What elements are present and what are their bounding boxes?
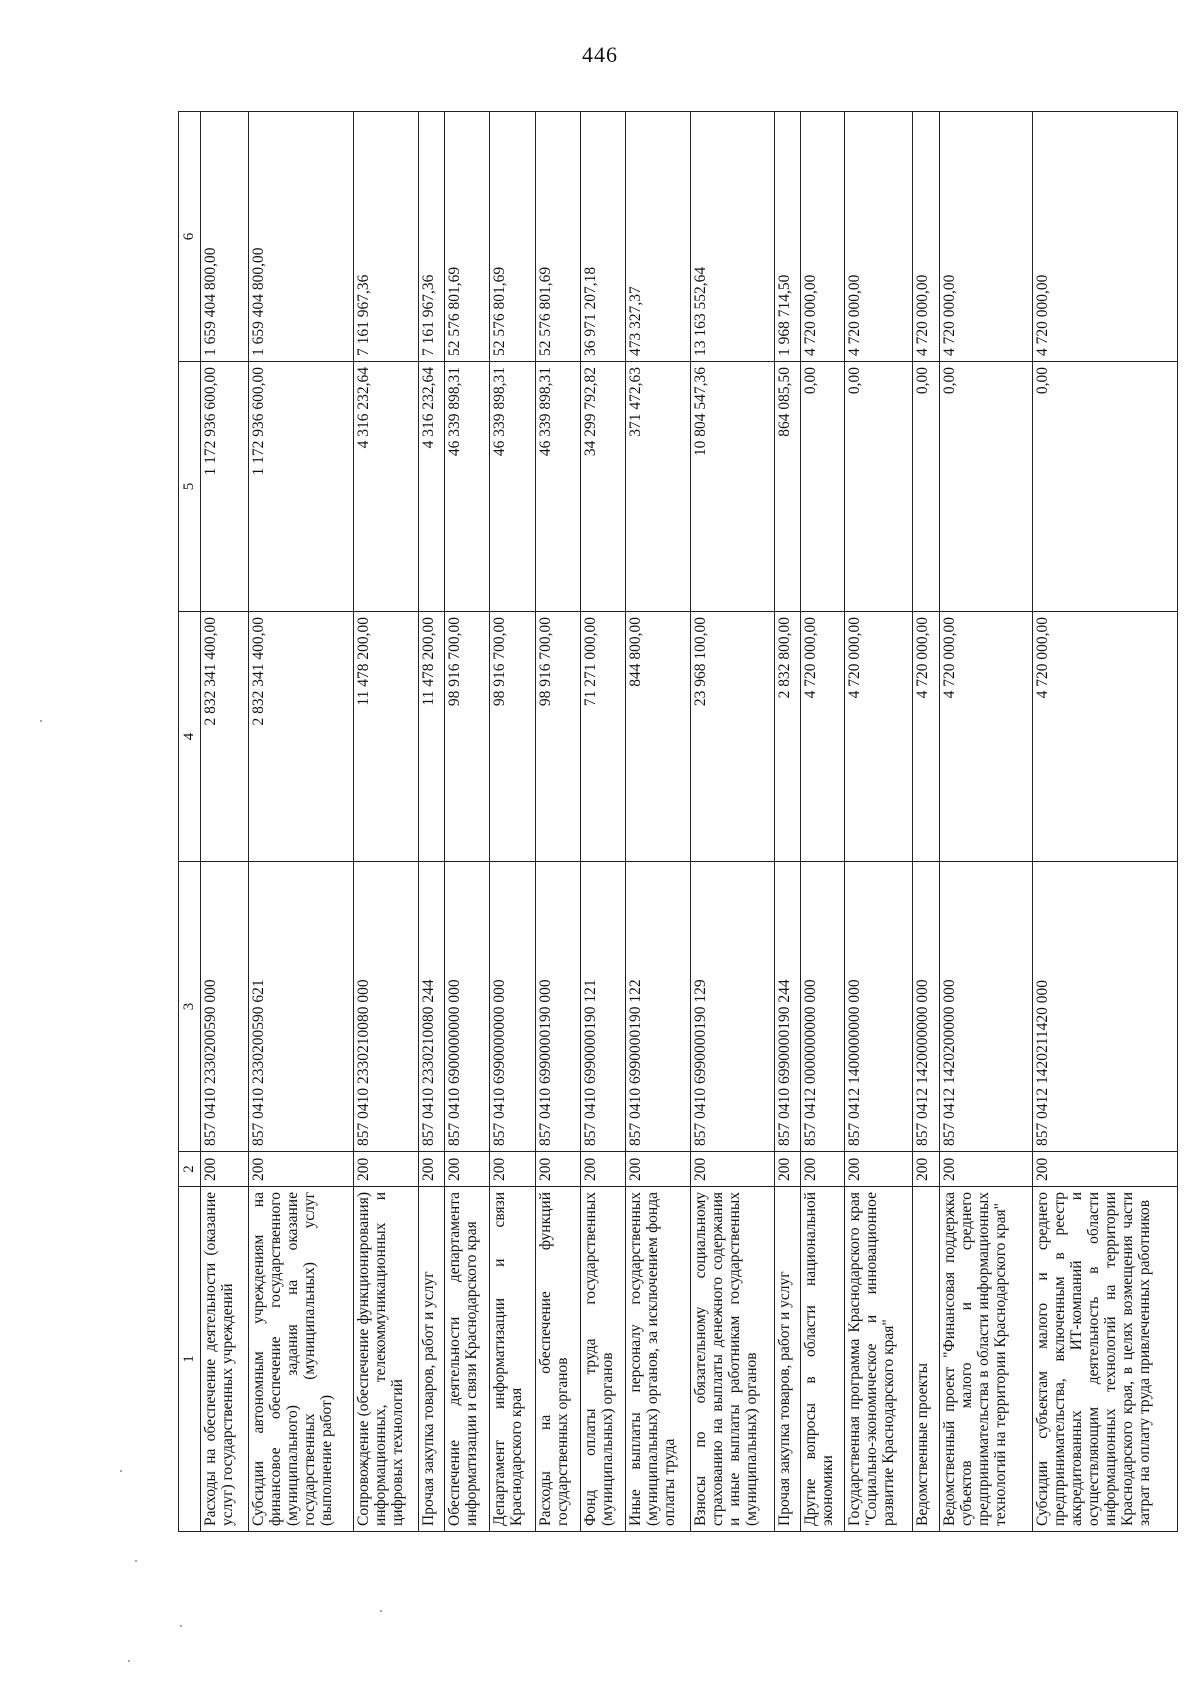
row-code-cell: 857 0410 6990000190 000 (535, 862, 580, 1152)
table-row (419, 112, 445, 1532)
header-col-3: 3 (179, 862, 201, 1152)
row-col4-cell: 11 478 200,00 (353, 612, 419, 862)
row-group-cell: 200 (775, 1152, 801, 1187)
scan-speck (120, 1470, 122, 1472)
row-code-cell: 857 0410 6990000190 122 (626, 862, 690, 1152)
row-name-cell: Обеспечение деятельности департамента информатизации и связи Краснодарского края (445, 1187, 490, 1532)
row-code-cell: 857 0410 6990000190 129 (690, 862, 775, 1152)
row-code-cell: 857 0410 6990000190 121 (581, 862, 626, 1152)
row-name-cell: Субсидии субъектам малого и среднего предпринимательства, включенным в реестр аккредитованных ИТ-компаний и осуществляющим деятельность в области информационных технологий на территории Краснодарского края, в целях возмещения части затрат на оплату труда привлеченных работников (1032, 1187, 1177, 1532)
row-col4-cell: 98 916 700,00 (490, 612, 535, 862)
row-col5-cell: 4 316 232,64 (353, 362, 419, 612)
row-name-cell: Департамент информатизации и связи Краснодарского края (490, 1187, 535, 1532)
table-row (775, 112, 801, 1532)
row-col5-cell: 0,00 (845, 362, 913, 612)
row-group-cell: 200 (490, 1152, 535, 1187)
row-code-cell: 857 0412 1420200000 000 (939, 862, 1032, 1152)
row-name-cell: Субсидии автономным учреждениям на финансовое обеспечение государственного (муниципального) задания на оказание государственных (муниципальных) услуг (выполнение работ) (248, 1187, 353, 1532)
row-code-cell: 857 0410 2330200590 000 (201, 862, 249, 1152)
row-col6-cell: 4 720 000,00 (913, 112, 939, 362)
row-col6-cell: 13 163 552,64 (690, 112, 775, 362)
row-code-cell: 857 0412 1420211420 000 (1032, 862, 1177, 1152)
row-col6-cell: 1 968 714,50 (775, 112, 801, 362)
row-col4-cell: 4 720 000,00 (845, 612, 913, 862)
row-group-cell: 200 (419, 1152, 445, 1187)
row-group-cell: 200 (248, 1152, 353, 1187)
table-row (690, 112, 775, 1532)
row-col4-cell: 71 271 000,00 (581, 612, 626, 862)
row-group-cell: 200 (626, 1152, 690, 1187)
row-code-cell: 857 0410 2330210080 000 (353, 862, 419, 1152)
row-col4-cell: 4 720 000,00 (1032, 612, 1177, 862)
row-col5-cell: 46 339 898,31 (535, 362, 580, 612)
row-col5-cell: 0,00 (801, 362, 845, 612)
table-body (201, 112, 1178, 1532)
row-col5-cell: 0,00 (913, 362, 939, 612)
row-col5-cell: 371 472,63 (626, 362, 690, 612)
row-name-cell: Расходы на обеспечение функций государственных органов (535, 1187, 580, 1532)
row-col6-cell: 52 576 801,69 (535, 112, 580, 362)
header-col-4: 4 (179, 612, 201, 862)
row-group-cell: 200 (353, 1152, 419, 1187)
row-col5-cell: 34 299 792,82 (581, 362, 626, 612)
table-row (581, 112, 626, 1532)
row-col6-cell: 1 659 404 800,00 (201, 112, 249, 362)
row-name-cell: Взносы по обязательному социальному страхованию на выплаты денежного содержания и иные выплаты работникам государственных (муниципальных) органов (690, 1187, 775, 1532)
row-name-cell: Фонд оплаты труда государственных (муниципальных) органов (581, 1187, 626, 1532)
row-name-cell: Ведомственный проект "Финансовая поддержка субъектов малого и среднего предпринимательства в области информационных технологий на территории Краснодарского края" (939, 1187, 1032, 1532)
row-col5-cell: 0,00 (1032, 362, 1177, 612)
row-col4-cell: 844 800,00 (626, 612, 690, 862)
row-col5-cell: 1 172 936 600,00 (201, 362, 249, 612)
table-row (845, 112, 913, 1532)
table-row (913, 112, 939, 1532)
row-group-cell: 200 (445, 1152, 490, 1187)
row-col4-cell: 2 832 800,00 (775, 612, 801, 862)
budget-table (178, 111, 1178, 1532)
scan-speck (180, 1625, 182, 1627)
scan-speck (135, 1560, 137, 1562)
header-col-2: 2 (179, 1152, 201, 1187)
row-col6-cell: 4 720 000,00 (1032, 112, 1177, 362)
row-col6-cell: 52 576 801,69 (445, 112, 490, 362)
scan-speck (128, 1660, 130, 1662)
row-group-cell: 200 (1032, 1152, 1177, 1187)
row-col4-cell: 98 916 700,00 (535, 612, 580, 862)
table-row (445, 112, 490, 1532)
row-name-cell: Другие вопросы в области национальной экономики (801, 1187, 845, 1532)
row-col6-cell: 7 161 967,36 (419, 112, 445, 362)
row-col5-cell: 1 172 936 600,00 (248, 362, 353, 612)
row-col4-cell: 11 478 200,00 (419, 612, 445, 862)
row-col5-cell: 4 316 232,64 (419, 362, 445, 612)
row-col6-cell: 36 971 207,18 (581, 112, 626, 362)
row-col5-cell: 46 339 898,31 (490, 362, 535, 612)
row-code-cell: 857 0412 0000000000 000 (801, 862, 845, 1152)
row-col5-cell: 0,00 (939, 362, 1032, 612)
row-col6-cell: 7 161 967,36 (353, 112, 419, 362)
row-group-cell: 200 (939, 1152, 1032, 1187)
header-col-5: 5 (179, 362, 201, 612)
row-group-cell: 200 (845, 1152, 913, 1187)
rotated-table-wrapper (178, 112, 1178, 1532)
row-name-cell: Прочая закупка товаров, работ и услуг (775, 1187, 801, 1532)
table-row (801, 112, 845, 1532)
row-code-cell: 857 0412 1420000000 000 (913, 862, 939, 1152)
table-row (490, 112, 535, 1532)
row-code-cell: 857 0410 2330210080 244 (419, 862, 445, 1152)
row-col4-cell: 4 720 000,00 (913, 612, 939, 862)
row-code-cell: 857 0410 6900000000 000 (445, 862, 490, 1152)
row-code-cell: 857 0412 1400000000 000 (845, 862, 913, 1152)
table-row (248, 112, 353, 1532)
table-row (201, 112, 249, 1532)
row-col5-cell: 10 804 547,36 (690, 362, 775, 612)
row-name-cell: Иные выплаты персоналу государственных (муниципальных) органов, за исключением фонда оплаты труда (626, 1187, 690, 1532)
row-col6-cell: 473 327,37 (626, 112, 690, 362)
table-row (1032, 112, 1177, 1532)
row-col4-cell: 2 832 341 400,00 (248, 612, 353, 862)
row-name-cell: Ведомственные проекты (913, 1187, 939, 1532)
row-col5-cell: 864 085,50 (775, 362, 801, 612)
row-code-cell: 857 0410 2330200590 621 (248, 862, 353, 1152)
row-col6-cell: 4 720 000,00 (939, 112, 1032, 362)
page-number: 446 (582, 42, 618, 67)
header-col-6: 6 (179, 112, 201, 362)
row-code-cell: 857 0410 6990000190 244 (775, 862, 801, 1152)
row-group-cell: 200 (581, 1152, 626, 1187)
row-col4-cell: 2 832 341 400,00 (201, 612, 249, 862)
row-col6-cell: 4 720 000,00 (801, 112, 845, 362)
row-col6-cell: 1 659 404 800,00 (248, 112, 353, 362)
row-name-cell: Расходы на обеспечение деятельности (оказание услуг) государственных учреждений (201, 1187, 249, 1532)
row-col4-cell: 4 720 000,00 (801, 612, 845, 862)
table-row (626, 112, 690, 1532)
row-group-cell: 200 (801, 1152, 845, 1187)
row-name-cell: Прочая закупка товаров, работ и услуг (419, 1187, 445, 1532)
row-col6-cell: 4 720 000,00 (845, 112, 913, 362)
scan-speck (40, 720, 42, 722)
row-name-cell: Сопровождение (обеспечение функционирования) информационных, телекоммуникационных и цифровых технологий (353, 1187, 419, 1532)
row-col5-cell: 46 339 898,31 (445, 362, 490, 612)
row-col4-cell: 98 916 700,00 (445, 612, 490, 862)
row-group-cell: 200 (690, 1152, 775, 1187)
row-group-cell: 200 (913, 1152, 939, 1187)
row-col4-cell: 23 968 100,00 (690, 612, 775, 862)
header-row (179, 112, 201, 1532)
table-row (353, 112, 419, 1532)
row-code-cell: 857 0410 6990000000 000 (490, 862, 535, 1152)
row-group-cell: 200 (201, 1152, 249, 1187)
row-group-cell: 200 (535, 1152, 580, 1187)
row-col4-cell: 4 720 000,00 (939, 612, 1032, 862)
scan-speck (380, 1610, 382, 1612)
row-name-cell: Государственная программа Краснодарского края "Социально-экономическое и инновационное развитие Краснодарского края" (845, 1187, 913, 1532)
table-row (535, 112, 580, 1532)
row-col6-cell: 52 576 801,69 (490, 112, 535, 362)
header-col-1: 1 (179, 1187, 201, 1532)
table-row (939, 112, 1032, 1532)
